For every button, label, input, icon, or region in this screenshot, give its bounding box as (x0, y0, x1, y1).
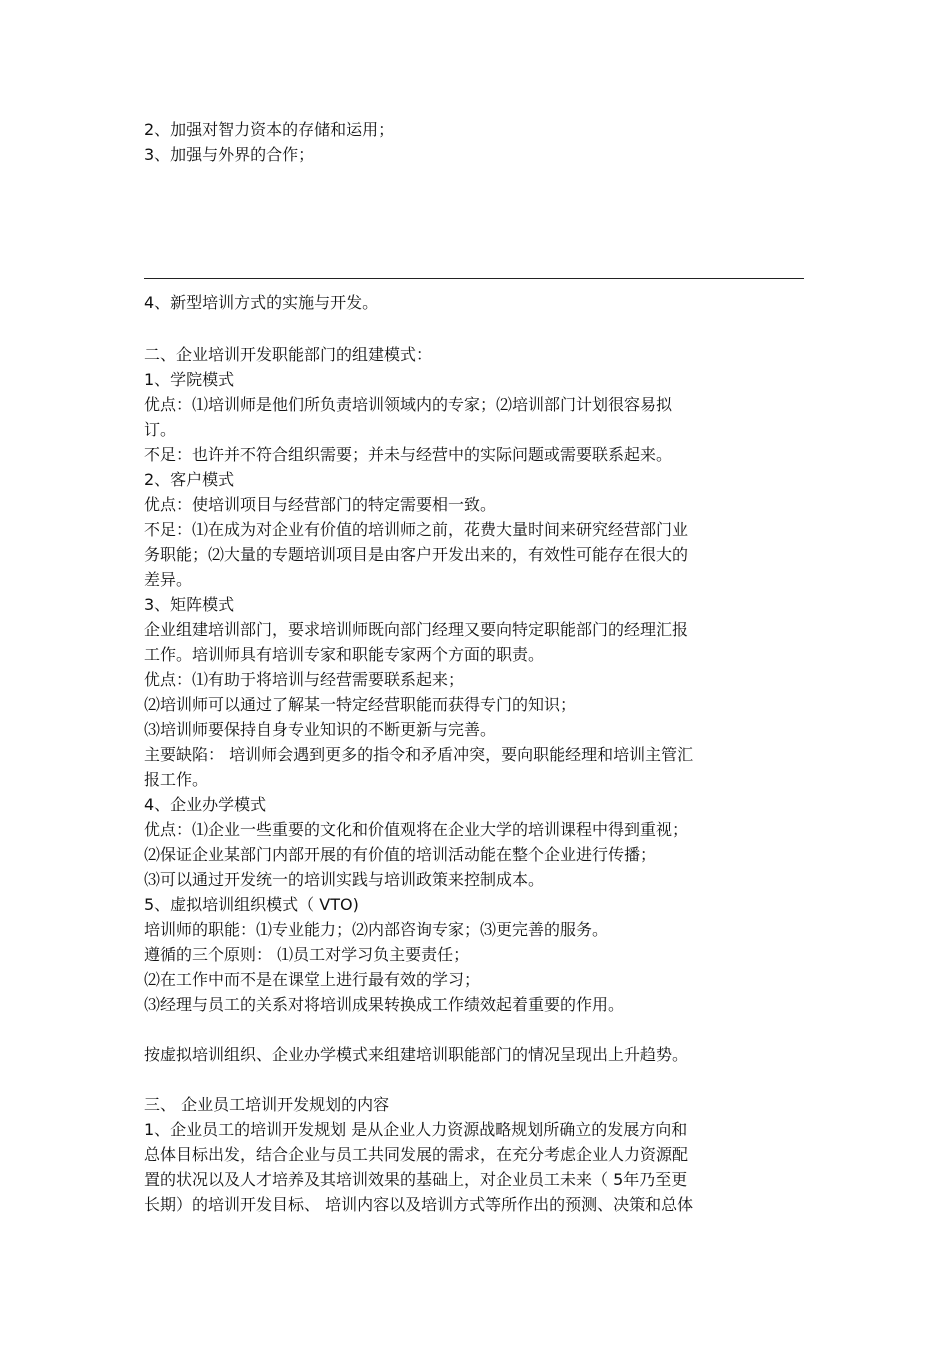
top-items (144, 117, 804, 167)
text-line: 优点：⑴培训师是他们所负责培训领域内的专家；⑵培训部门计划很容易拟 (144, 395, 673, 414)
text-line: ⑶经理与员工的关系对将培训成果转换成工作绩效起着重要的作用。 (144, 995, 625, 1014)
text-line: 按虚拟培训组织、企业办学模式来组建培训职能部门的情况呈现出上升趋势。 (144, 1045, 689, 1064)
text-line: 5、虚拟培训组织模式（ VTO) (144, 895, 359, 914)
blank-line (144, 1067, 804, 1092)
text-line: 长期）的培训开发目标、 培训内容以及培训方式等所作出的预测、决策和总体 (144, 1195, 694, 1214)
text-line: 不足：也许并不符合组织需要；并未与经营中的实际问题或需要联系起来。 (144, 445, 673, 464)
text-line: 主要缺陷： 培训师会遇到更多的指令和矛盾冲突，要向职能经理和培训主管汇 (144, 745, 694, 764)
text-line: 不足：⑴在成为对企业有价值的培训师之前，花费大量时间来研究经营部门业 (144, 520, 689, 539)
text-line: 1、学院模式 (144, 370, 235, 389)
list-item: 3、加强与外界的合作； (144, 145, 315, 164)
text-line: ⑶培训师要保持自身专业知识的不断更新与完善。 (144, 720, 497, 739)
text-line: 置的状况以及人才培养及其培训效果的基础上，对企业员工未来（ 5年乃至更 (144, 1170, 688, 1189)
text-line: 遵循的三个原则： ⑴员工对学习负主要责任； (144, 945, 470, 964)
text-line: 培训师的职能：⑴专业能力；⑵内部咨询专家；⑶更完善的服务。 (144, 920, 609, 939)
text-line: 企业组建培训部门，要求培训师既向部门经理又要向特定职能部门的经理汇报 (144, 620, 689, 639)
text-line: 工作。培训师具有培训专家和职能专家两个方面的职责。 (144, 645, 545, 664)
section-heading: 三、 企业员工培训开发规划的内容 (144, 1095, 390, 1114)
list-item: 2、加强对智力资本的存储和运用； (144, 120, 395, 139)
text-line: 订。 (144, 420, 177, 439)
text-line: 4、企业办学模式 (144, 795, 267, 814)
text-line: 差异。 (144, 570, 193, 589)
text-line: 3、矩阵模式 (144, 595, 235, 614)
page-divider (144, 278, 804, 279)
text-line: 优点：⑴有助于将培训与经营需要联系起来； (144, 670, 465, 689)
text-line: 优点：使培训项目与经营部门的特定需要相一致。 (144, 495, 497, 514)
text-line: ⑶可以通过开发统一的培训实践与培训政策来控制成本。 (144, 870, 545, 889)
section-heading: 二、企业培训开发职能部门的组建模式： (144, 345, 433, 364)
text-line: 总体目标出发，结合企业与员工共同发展的需求，在充分考虑企业人力资源配 (144, 1145, 689, 1164)
text-line: 优点：⑴企业一些重要的文化和价值观将在企业大学的培训课程中得到重视； (144, 820, 689, 839)
text-line: ⑵培训师可以通过了解某一特定经营职能而获得专门的知识； (144, 695, 577, 714)
text-line: 务职能；⑵大量的专题培训项目是由客户开发出来的，有效性可能存在很大的 (144, 545, 689, 564)
text-line: 报工作。 (144, 770, 209, 789)
list-item: 4、新型培训方式的实施与开发。 (144, 293, 379, 312)
text-line: 1、企业员工的培训开发规划 是从企业人力资源战略规划所确立的发展方向和 (144, 1120, 688, 1139)
text-line: ⑵保证企业某部门内部开展的有价值的培训活动能在整个企业进行传播； (144, 845, 657, 864)
blank-line (144, 1017, 804, 1042)
text-line: 2、客户模式 (144, 470, 235, 489)
text-line: ⑵在工作中而不是在课堂上进行最有效的学习； (144, 970, 481, 989)
main-text (144, 342, 804, 1217)
item-4 (144, 290, 804, 315)
